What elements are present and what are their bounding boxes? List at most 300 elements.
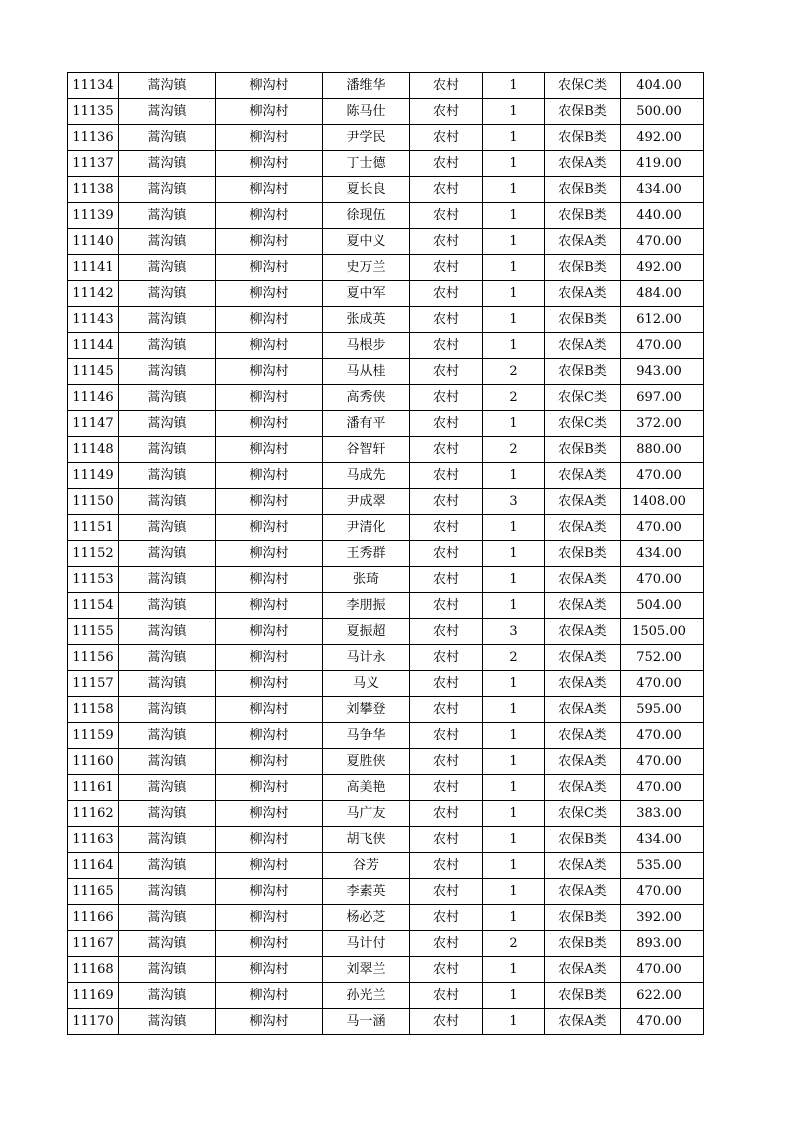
- insurance-category-cell: 农保C类: [545, 411, 621, 437]
- member-count-cell: 2: [483, 931, 545, 957]
- record-id-cell: 11158: [68, 697, 119, 723]
- amount-cell: 404.00: [621, 73, 704, 99]
- record-id-cell: 11152: [68, 541, 119, 567]
- person-name-cell: 尹学民: [323, 125, 410, 151]
- town-cell: 蒿沟镇: [119, 437, 216, 463]
- record-id-cell: 11145: [68, 359, 119, 385]
- household-type-cell: 农村: [410, 645, 483, 671]
- town-cell: 蒿沟镇: [119, 489, 216, 515]
- amount-cell: 943.00: [621, 359, 704, 385]
- household-type-cell: 农村: [410, 801, 483, 827]
- village-cell: 柳沟村: [216, 73, 323, 99]
- village-cell: 柳沟村: [216, 931, 323, 957]
- table-row: [68, 567, 704, 593]
- record-id-cell: 11136: [68, 125, 119, 151]
- household-type-cell: 农村: [410, 567, 483, 593]
- amount-cell: 504.00: [621, 593, 704, 619]
- table-row: [68, 99, 704, 125]
- table-row: [68, 697, 704, 723]
- household-type-cell: 农村: [410, 619, 483, 645]
- roster-table-body: [68, 73, 704, 1035]
- village-cell: 柳沟村: [216, 385, 323, 411]
- table-row: [68, 151, 704, 177]
- village-cell: 柳沟村: [216, 489, 323, 515]
- member-count-cell: 2: [483, 359, 545, 385]
- member-count-cell: 1: [483, 541, 545, 567]
- person-name-cell: 刘翠兰: [323, 957, 410, 983]
- member-count-cell: 1: [483, 151, 545, 177]
- amount-cell: 434.00: [621, 177, 704, 203]
- insurance-category-cell: 农保B类: [545, 905, 621, 931]
- record-id-cell: 11138: [68, 177, 119, 203]
- household-type-cell: 农村: [410, 697, 483, 723]
- household-type-cell: 农村: [410, 411, 483, 437]
- town-cell: 蒿沟镇: [119, 1009, 216, 1035]
- insurance-category-cell: 农保A类: [545, 957, 621, 983]
- insurance-category-cell: 农保A类: [545, 489, 621, 515]
- village-cell: 柳沟村: [216, 723, 323, 749]
- person-name-cell: 潘有平: [323, 411, 410, 437]
- town-cell: 蒿沟镇: [119, 957, 216, 983]
- town-cell: 蒿沟镇: [119, 853, 216, 879]
- member-count-cell: 1: [483, 255, 545, 281]
- insurance-category-cell: 农保B类: [545, 931, 621, 957]
- member-count-cell: 2: [483, 385, 545, 411]
- household-type-cell: 农村: [410, 775, 483, 801]
- town-cell: 蒿沟镇: [119, 333, 216, 359]
- insurance-category-cell: 农保B类: [545, 125, 621, 151]
- person-name-cell: 胡飞侠: [323, 827, 410, 853]
- record-id-cell: 11153: [68, 567, 119, 593]
- roster-table: [67, 72, 704, 1035]
- insurance-category-cell: 农保B类: [545, 307, 621, 333]
- town-cell: 蒿沟镇: [119, 775, 216, 801]
- household-type-cell: 农村: [410, 99, 483, 125]
- insurance-category-cell: 农保A类: [545, 775, 621, 801]
- town-cell: 蒿沟镇: [119, 723, 216, 749]
- record-id-cell: 11161: [68, 775, 119, 801]
- village-cell: 柳沟村: [216, 775, 323, 801]
- person-name-cell: 高美艳: [323, 775, 410, 801]
- amount-cell: 434.00: [621, 827, 704, 853]
- town-cell: 蒿沟镇: [119, 827, 216, 853]
- village-cell: 柳沟村: [216, 593, 323, 619]
- town-cell: 蒿沟镇: [119, 619, 216, 645]
- table-row: [68, 489, 704, 515]
- amount-cell: 470.00: [621, 333, 704, 359]
- insurance-category-cell: 农保A类: [545, 671, 621, 697]
- insurance-category-cell: 农保A类: [545, 515, 621, 541]
- town-cell: 蒿沟镇: [119, 801, 216, 827]
- record-id-cell: 11151: [68, 515, 119, 541]
- member-count-cell: 1: [483, 723, 545, 749]
- person-name-cell: 丁士德: [323, 151, 410, 177]
- record-id-cell: 11165: [68, 879, 119, 905]
- village-cell: 柳沟村: [216, 515, 323, 541]
- village-cell: 柳沟村: [216, 437, 323, 463]
- table-row: [68, 853, 704, 879]
- town-cell: 蒿沟镇: [119, 879, 216, 905]
- insurance-category-cell: 农保A类: [545, 645, 621, 671]
- member-count-cell: 1: [483, 307, 545, 333]
- town-cell: 蒿沟镇: [119, 359, 216, 385]
- record-id-cell: 11144: [68, 333, 119, 359]
- insurance-category-cell: 农保A类: [545, 749, 621, 775]
- member-count-cell: 1: [483, 229, 545, 255]
- amount-cell: 470.00: [621, 775, 704, 801]
- member-count-cell: 3: [483, 619, 545, 645]
- amount-cell: 492.00: [621, 255, 704, 281]
- record-id-cell: 11140: [68, 229, 119, 255]
- household-type-cell: 农村: [410, 489, 483, 515]
- amount-cell: 697.00: [621, 385, 704, 411]
- household-type-cell: 农村: [410, 385, 483, 411]
- village-cell: 柳沟村: [216, 411, 323, 437]
- household-type-cell: 农村: [410, 307, 483, 333]
- amount-cell: 434.00: [621, 541, 704, 567]
- household-type-cell: 农村: [410, 229, 483, 255]
- household-type-cell: 农村: [410, 281, 483, 307]
- person-name-cell: 马广友: [323, 801, 410, 827]
- record-id-cell: 11159: [68, 723, 119, 749]
- amount-cell: 470.00: [621, 957, 704, 983]
- insurance-category-cell: 农保A类: [545, 619, 621, 645]
- person-name-cell: 马成先: [323, 463, 410, 489]
- village-cell: 柳沟村: [216, 879, 323, 905]
- amount-cell: 595.00: [621, 697, 704, 723]
- record-id-cell: 11139: [68, 203, 119, 229]
- record-id-cell: 11134: [68, 73, 119, 99]
- village-cell: 柳沟村: [216, 359, 323, 385]
- member-count-cell: 1: [483, 957, 545, 983]
- person-name-cell: 潘维华: [323, 73, 410, 99]
- village-cell: 柳沟村: [216, 983, 323, 1009]
- person-name-cell: 尹成翠: [323, 489, 410, 515]
- village-cell: 柳沟村: [216, 177, 323, 203]
- person-name-cell: 徐现伍: [323, 203, 410, 229]
- amount-cell: 440.00: [621, 203, 704, 229]
- table-row: [68, 411, 704, 437]
- town-cell: 蒿沟镇: [119, 99, 216, 125]
- amount-cell: 470.00: [621, 515, 704, 541]
- person-name-cell: 高秀侠: [323, 385, 410, 411]
- village-cell: 柳沟村: [216, 333, 323, 359]
- member-count-cell: 1: [483, 879, 545, 905]
- record-id-cell: 11163: [68, 827, 119, 853]
- record-id-cell: 11166: [68, 905, 119, 931]
- household-type-cell: 农村: [410, 177, 483, 203]
- person-name-cell: 尹清化: [323, 515, 410, 541]
- member-count-cell: 1: [483, 515, 545, 541]
- member-count-cell: 1: [483, 411, 545, 437]
- village-cell: 柳沟村: [216, 463, 323, 489]
- amount-cell: 470.00: [621, 671, 704, 697]
- insurance-category-cell: 农保B类: [545, 983, 621, 1009]
- table-row: [68, 619, 704, 645]
- member-count-cell: 1: [483, 983, 545, 1009]
- town-cell: 蒿沟镇: [119, 593, 216, 619]
- table-row: [68, 463, 704, 489]
- town-cell: 蒿沟镇: [119, 931, 216, 957]
- record-id-cell: 11154: [68, 593, 119, 619]
- amount-cell: 484.00: [621, 281, 704, 307]
- member-count-cell: 1: [483, 203, 545, 229]
- person-name-cell: 张琦: [323, 567, 410, 593]
- amount-cell: 470.00: [621, 567, 704, 593]
- record-id-cell: 11148: [68, 437, 119, 463]
- village-cell: 柳沟村: [216, 827, 323, 853]
- amount-cell: 880.00: [621, 437, 704, 463]
- record-id-cell: 11169: [68, 983, 119, 1009]
- village-cell: 柳沟村: [216, 853, 323, 879]
- person-name-cell: 刘攀登: [323, 697, 410, 723]
- person-name-cell: 马计永: [323, 645, 410, 671]
- amount-cell: 470.00: [621, 1009, 704, 1035]
- town-cell: 蒿沟镇: [119, 255, 216, 281]
- record-id-cell: 11156: [68, 645, 119, 671]
- amount-cell: 1408.00: [621, 489, 704, 515]
- household-type-cell: 农村: [410, 1009, 483, 1035]
- insurance-category-cell: 农保B类: [545, 359, 621, 385]
- person-name-cell: 马计付: [323, 931, 410, 957]
- town-cell: 蒿沟镇: [119, 645, 216, 671]
- record-id-cell: 11155: [68, 619, 119, 645]
- insurance-category-cell: 农保A类: [545, 1009, 621, 1035]
- person-name-cell: 马根步: [323, 333, 410, 359]
- person-name-cell: 夏中军: [323, 281, 410, 307]
- town-cell: 蒿沟镇: [119, 203, 216, 229]
- member-count-cell: 1: [483, 463, 545, 489]
- village-cell: 柳沟村: [216, 645, 323, 671]
- insurance-category-cell: 农保B类: [545, 99, 621, 125]
- household-type-cell: 农村: [410, 73, 483, 99]
- household-type-cell: 农村: [410, 957, 483, 983]
- table-row: [68, 73, 704, 99]
- household-type-cell: 农村: [410, 671, 483, 697]
- table-row: [68, 203, 704, 229]
- record-id-cell: 11164: [68, 853, 119, 879]
- amount-cell: 470.00: [621, 723, 704, 749]
- village-cell: 柳沟村: [216, 567, 323, 593]
- table-row: [68, 281, 704, 307]
- person-name-cell: 李素英: [323, 879, 410, 905]
- table-row: [68, 255, 704, 281]
- amount-cell: 752.00: [621, 645, 704, 671]
- village-cell: 柳沟村: [216, 307, 323, 333]
- household-type-cell: 农村: [410, 151, 483, 177]
- town-cell: 蒿沟镇: [119, 229, 216, 255]
- table-row: [68, 1009, 704, 1035]
- village-cell: 柳沟村: [216, 957, 323, 983]
- table-row: [68, 905, 704, 931]
- household-type-cell: 农村: [410, 541, 483, 567]
- household-type-cell: 农村: [410, 723, 483, 749]
- amount-cell: 893.00: [621, 931, 704, 957]
- table-row: [68, 983, 704, 1009]
- insurance-category-cell: 农保C类: [545, 73, 621, 99]
- amount-cell: 470.00: [621, 229, 704, 255]
- member-count-cell: 1: [483, 1009, 545, 1035]
- amount-cell: 419.00: [621, 151, 704, 177]
- village-cell: 柳沟村: [216, 203, 323, 229]
- table-row: [68, 723, 704, 749]
- record-id-cell: 11146: [68, 385, 119, 411]
- member-count-cell: 1: [483, 99, 545, 125]
- table-row: [68, 775, 704, 801]
- town-cell: 蒿沟镇: [119, 411, 216, 437]
- member-count-cell: 1: [483, 749, 545, 775]
- table-row: [68, 671, 704, 697]
- table-row: [68, 515, 704, 541]
- insurance-category-cell: 农保A类: [545, 463, 621, 489]
- household-type-cell: 农村: [410, 203, 483, 229]
- person-name-cell: 马从桂: [323, 359, 410, 385]
- village-cell: 柳沟村: [216, 1009, 323, 1035]
- table-row: [68, 125, 704, 151]
- household-type-cell: 农村: [410, 931, 483, 957]
- table-row: [68, 177, 704, 203]
- amount-cell: 372.00: [621, 411, 704, 437]
- town-cell: 蒿沟镇: [119, 697, 216, 723]
- person-name-cell: 孙光兰: [323, 983, 410, 1009]
- insurance-category-cell: 农保B类: [545, 177, 621, 203]
- town-cell: 蒿沟镇: [119, 463, 216, 489]
- person-name-cell: 陈马仕: [323, 99, 410, 125]
- household-type-cell: 农村: [410, 463, 483, 489]
- household-type-cell: 农村: [410, 125, 483, 151]
- village-cell: 柳沟村: [216, 671, 323, 697]
- insurance-category-cell: 农保A类: [545, 723, 621, 749]
- member-count-cell: 3: [483, 489, 545, 515]
- record-id-cell: 11135: [68, 99, 119, 125]
- table-row: [68, 749, 704, 775]
- insurance-category-cell: 农保B类: [545, 827, 621, 853]
- insurance-category-cell: 农保C类: [545, 801, 621, 827]
- amount-cell: 383.00: [621, 801, 704, 827]
- amount-cell: 470.00: [621, 879, 704, 905]
- household-type-cell: 农村: [410, 905, 483, 931]
- member-count-cell: 1: [483, 73, 545, 99]
- table-row: [68, 593, 704, 619]
- table-row: [68, 437, 704, 463]
- household-type-cell: 农村: [410, 593, 483, 619]
- member-count-cell: 1: [483, 801, 545, 827]
- record-id-cell: 11170: [68, 1009, 119, 1035]
- person-name-cell: 夏振超: [323, 619, 410, 645]
- record-id-cell: 11143: [68, 307, 119, 333]
- person-name-cell: 马争华: [323, 723, 410, 749]
- insurance-category-cell: 农保A类: [545, 567, 621, 593]
- member-count-cell: 1: [483, 333, 545, 359]
- table-row: [68, 541, 704, 567]
- household-type-cell: 农村: [410, 515, 483, 541]
- table-row: [68, 957, 704, 983]
- town-cell: 蒿沟镇: [119, 177, 216, 203]
- member-count-cell: 1: [483, 775, 545, 801]
- table-row: [68, 359, 704, 385]
- village-cell: 柳沟村: [216, 905, 323, 931]
- member-count-cell: 1: [483, 177, 545, 203]
- person-name-cell: 史万兰: [323, 255, 410, 281]
- town-cell: 蒿沟镇: [119, 749, 216, 775]
- insurance-category-cell: 农保B类: [545, 255, 621, 281]
- village-cell: 柳沟村: [216, 801, 323, 827]
- town-cell: 蒿沟镇: [119, 385, 216, 411]
- member-count-cell: 2: [483, 437, 545, 463]
- record-id-cell: 11149: [68, 463, 119, 489]
- household-type-cell: 农村: [410, 983, 483, 1009]
- member-count-cell: 1: [483, 671, 545, 697]
- town-cell: 蒿沟镇: [119, 671, 216, 697]
- town-cell: 蒿沟镇: [119, 281, 216, 307]
- table-row: [68, 307, 704, 333]
- person-name-cell: 杨必芝: [323, 905, 410, 931]
- record-id-cell: 11147: [68, 411, 119, 437]
- village-cell: 柳沟村: [216, 697, 323, 723]
- member-count-cell: 1: [483, 281, 545, 307]
- person-name-cell: 李朋振: [323, 593, 410, 619]
- insurance-category-cell: 农保A类: [545, 229, 621, 255]
- insurance-category-cell: 农保A类: [545, 697, 621, 723]
- town-cell: 蒿沟镇: [119, 125, 216, 151]
- household-type-cell: 农村: [410, 359, 483, 385]
- insurance-category-cell: 农保A类: [545, 281, 621, 307]
- member-count-cell: 1: [483, 905, 545, 931]
- insurance-category-cell: 农保A类: [545, 853, 621, 879]
- village-cell: 柳沟村: [216, 229, 323, 255]
- person-name-cell: 夏胜侠: [323, 749, 410, 775]
- member-count-cell: 1: [483, 125, 545, 151]
- person-name-cell: 马一涵: [323, 1009, 410, 1035]
- record-id-cell: 11167: [68, 931, 119, 957]
- member-count-cell: 1: [483, 697, 545, 723]
- amount-cell: 470.00: [621, 749, 704, 775]
- insurance-category-cell: 农保B类: [545, 541, 621, 567]
- town-cell: 蒿沟镇: [119, 905, 216, 931]
- insurance-category-cell: 农保B类: [545, 203, 621, 229]
- record-id-cell: 11162: [68, 801, 119, 827]
- record-id-cell: 11168: [68, 957, 119, 983]
- village-cell: 柳沟村: [216, 281, 323, 307]
- amount-cell: 1505.00: [621, 619, 704, 645]
- insurance-category-cell: 农保A类: [545, 593, 621, 619]
- household-type-cell: 农村: [410, 879, 483, 905]
- town-cell: 蒿沟镇: [119, 307, 216, 333]
- member-count-cell: 2: [483, 645, 545, 671]
- amount-cell: 535.00: [621, 853, 704, 879]
- insurance-category-cell: 农保C类: [545, 385, 621, 411]
- record-id-cell: 11142: [68, 281, 119, 307]
- household-type-cell: 农村: [410, 749, 483, 775]
- amount-cell: 622.00: [621, 983, 704, 1009]
- town-cell: 蒿沟镇: [119, 541, 216, 567]
- record-id-cell: 11141: [68, 255, 119, 281]
- insurance-category-cell: 农保A类: [545, 879, 621, 905]
- village-cell: 柳沟村: [216, 749, 323, 775]
- household-type-cell: 农村: [410, 333, 483, 359]
- town-cell: 蒿沟镇: [119, 567, 216, 593]
- amount-cell: 500.00: [621, 99, 704, 125]
- amount-cell: 612.00: [621, 307, 704, 333]
- household-type-cell: 农村: [410, 437, 483, 463]
- town-cell: 蒿沟镇: [119, 515, 216, 541]
- table-row: [68, 645, 704, 671]
- village-cell: 柳沟村: [216, 541, 323, 567]
- person-name-cell: 谷智轩: [323, 437, 410, 463]
- person-name-cell: 王秀群: [323, 541, 410, 567]
- household-type-cell: 农村: [410, 853, 483, 879]
- person-name-cell: 夏中义: [323, 229, 410, 255]
